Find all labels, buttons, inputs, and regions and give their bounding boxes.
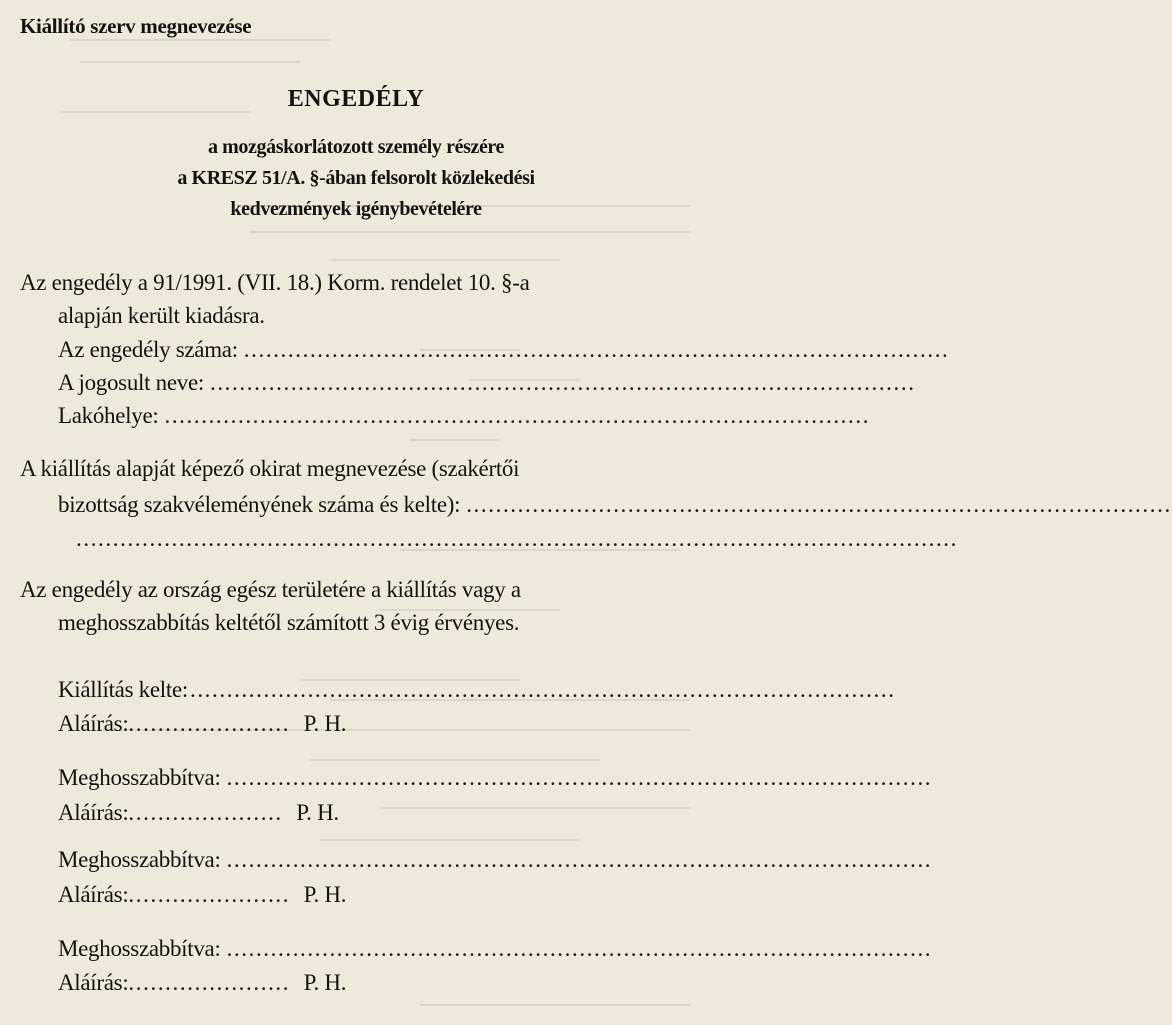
issue-paragraph-line-1: Az engedély a 91/1991. (VII. 18.) Korm. rendelet 10. §-a <box>20 270 530 295</box>
extension-label: Meghosszabbítva: <box>58 936 221 961</box>
signature-dotted-line: ...................... <box>128 711 291 736</box>
document-paragraph-label: bizottság szakvéleményének száma és kelte): <box>58 492 461 517</box>
extension-dotted-line: ................................................................................................ <box>226 847 933 872</box>
extension-dotted-line: ................................................................................................ <box>226 936 933 961</box>
signature-dotted-line: ...................... <box>128 970 291 995</box>
issue-paragraph-line-2: alapján került kiadásra. <box>58 303 265 328</box>
seal-label: P. H. <box>303 711 347 736</box>
issue-date-field <box>58 677 896 703</box>
signature-label: Aláírás: <box>58 711 129 736</box>
extension-field-3 <box>58 936 933 962</box>
signature-dotted-line: ...................... <box>128 882 291 907</box>
signature-row-2 <box>58 800 339 826</box>
permit-number-label: Az engedély száma: <box>58 337 238 362</box>
document-continuation-field <box>76 526 958 552</box>
validity-paragraph-line-2: meghosszabbítás keltétől számított 3 évig érvényes. <box>58 610 520 635</box>
issuer-name-label: Kiállító szerv megnevezése <box>20 14 252 38</box>
holder-name-dotted-line: ................................................................................................ <box>209 370 916 395</box>
issue-date-label: Kiállítás kelte: <box>58 677 188 702</box>
signature-dotted-line: ..................... <box>128 800 283 825</box>
permit-number-dotted-line: ................................................................................................ <box>243 337 950 362</box>
residence-label: Lakóhelye: <box>58 403 159 428</box>
seal-label: P. H. <box>303 970 347 995</box>
subtitle-line-2: a KRESZ 51/A. §-ában felsorolt közlekedési <box>177 167 535 189</box>
page-title: ENGEDÉLY <box>287 86 425 112</box>
signature-label: Aláírás: <box>58 970 129 995</box>
document-paragraph-line-1: A kiállítás alapját képező okirat megnevezése (szakértői <box>20 456 520 481</box>
subtitle-line-1: a mozgáskorlátozott személy részére <box>207 136 505 158</box>
extension-field-1 <box>58 765 933 791</box>
holder-name-field <box>58 370 916 396</box>
document-dotted-line: ................................................................................................ <box>466 492 1172 517</box>
seal-label: P. H. <box>303 882 347 907</box>
signature-label: Aláírás: <box>58 882 129 907</box>
validity-paragraph-line-1: Az engedély az ország egész területére a kiállítás vagy a <box>20 577 521 602</box>
permit-number-field <box>58 337 950 363</box>
extension-label: Meghosszabbítva: <box>58 847 221 872</box>
issue-date-dotted-line: ................................................................................................ <box>189 677 896 702</box>
signature-row-1 <box>58 711 346 737</box>
document-paragraph-line-2 <box>58 492 1172 518</box>
signature-row-3 <box>58 882 346 908</box>
extension-field-2 <box>58 847 933 873</box>
extension-dotted-line: ................................................................................................ <box>226 765 933 790</box>
residence-field <box>58 403 871 429</box>
signature-label: Aláírás: <box>58 800 129 825</box>
subtitle-line-3: kedvezmények igénybevételére <box>230 198 482 220</box>
seal-label: P. H. <box>296 800 339 825</box>
holder-name-label: A jogosult neve: <box>58 370 204 395</box>
document-continuation-dotted-line: ........................................................................................................................ <box>76 526 958 551</box>
signature-row-4 <box>58 970 346 996</box>
residence-dotted-line: ................................................................................................ <box>164 403 871 428</box>
extension-label: Meghosszabbítva: <box>58 765 221 790</box>
